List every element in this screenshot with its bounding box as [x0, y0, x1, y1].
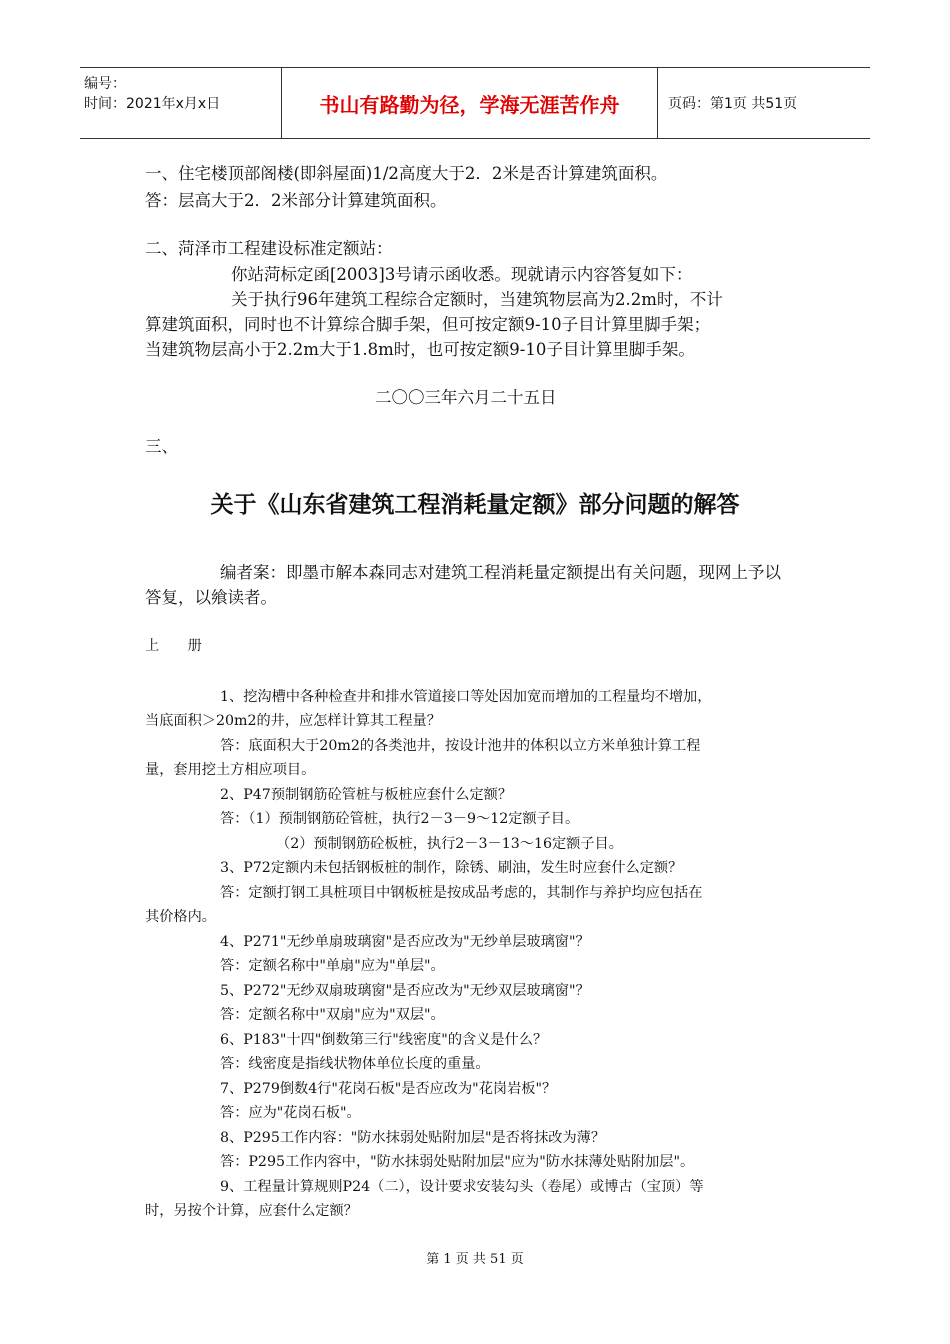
- qa-line: 答：定额名称中"双扇"应为"双层"。: [220, 1007, 445, 1023]
- header-meta: [80, 68, 282, 138]
- section2-para2-line1: 关于执行96年建筑工程综合定额时，当建筑物层高为2.2m时，不计: [231, 290, 723, 309]
- code-label: 编号：: [84, 76, 126, 92]
- page-footer: 第 1 页 共 51 页: [426, 1252, 524, 1267]
- qa-line: （2）预制钢筋砼板桩，执行2－3－13～16定额子目。: [276, 836, 623, 852]
- section2-para1: 你站菏标定函[2003]3号请示函收悉。现就请示内容答复如下：: [231, 265, 693, 284]
- qa-line: 4、P271"无纱单扇玻璃窗"是否应改为"无纱单层玻璃窗"？: [220, 934, 590, 950]
- qa-line: 量，套用挖土方相应项目。: [145, 762, 316, 778]
- qa-line: 其价格内。: [145, 909, 216, 925]
- qa-line: 时，另按个计算，应套什么定额？: [145, 1203, 358, 1219]
- section3-heading: 三、: [145, 437, 178, 456]
- qa-line: 3、P72定额内未包括钢板桩的制作，除锈、刷油，发生时应套什么定额？: [220, 860, 683, 876]
- qa-line: 答：底面积大于20m2的各类池井，按设计池井的体积以立方米单独计算工程: [220, 738, 701, 754]
- qa-line: 答：（1）预制钢筋砼管桩，执行2－3－9～12定额子目。: [220, 811, 580, 827]
- qa-line: 答：线密度是指线状物体单位长度的重量。: [220, 1056, 490, 1072]
- section2-para2-line2: 算建筑面积，同时也不计算综合脚手架，但可按定额9-10子目计算里脚手架；: [145, 315, 711, 334]
- section1-answer: 答：层高大于2．2米部分计算建筑面积。: [145, 191, 447, 210]
- qa-line: 答：应为"花岗石板"。: [220, 1105, 361, 1121]
- qa-line: 1、挖沟槽中各种检查井和排水管道接口等处因加宽而增加的工程量均不增加，: [220, 689, 712, 705]
- header-motto: 书山有路勤为径，学海无涯苦作舟: [282, 68, 658, 138]
- document-title: 关于《山东省建筑工程消耗量定额》部分问题的解答: [210, 492, 740, 518]
- editor-note-line2: 答复，以飨读者。: [145, 588, 277, 607]
- qa-line: 5、P272"无纱双扇玻璃窗"是否应改为"无纱双层玻璃窗"？: [220, 983, 590, 999]
- qa-line: 9、工程量计算规则P24（二），设计要求安装勾头（卷尾）或博古（宝顶）等: [220, 1179, 704, 1195]
- volume-label: 上 册: [145, 638, 202, 654]
- qa-line: 8、P295工作内容："防水抹弱处贴附加层"是否将抹改为薄？: [220, 1130, 606, 1146]
- editor-note-line1: 编者案：即墨市解本森同志对建筑工程消耗量定额提出有关问题，现网上予以: [220, 563, 781, 582]
- page-header: [80, 67, 870, 139]
- section2-para2-line3: 当建筑物层高小于2.2m大于1.8m时，也可按定额9-10子目计算里脚手架。: [145, 340, 695, 359]
- qa-line: 答：定额打钢工具桩项目中钢板桩是按成品考虑的，其制作与养护均应包括在: [220, 885, 703, 901]
- section2-heading: 二、菏泽市工程建设标准定额站：: [145, 239, 393, 258]
- qa-line: 答：定额名称中"单扇"应为"单层"。: [220, 958, 445, 974]
- qa-line: 当底面积＞20m2的井，应怎样计算其工程量？: [145, 713, 441, 729]
- date-label: 时间：2021年x月x日: [84, 96, 221, 112]
- header-page-info: 页码：第1页 共51页: [668, 96, 798, 112]
- section1-question: 一、住宅楼顶部阁楼(即斜屋面)1/2高度大于2．2米是否计算建筑面积。: [145, 164, 668, 183]
- qa-line: 答：P295工作内容中，"防水抹弱处贴附加层"应为"防水抹薄处贴附加层"。: [220, 1154, 695, 1170]
- section2-date: 二〇〇三年六月二十五日: [375, 388, 557, 407]
- qa-line: 7、P279倒数4行"花岗石板"是否应改为"花岗岩板"？: [220, 1081, 557, 1097]
- qa-line: 2、P47预制钢筋砼管桩与板桩应套什么定额？: [220, 787, 513, 803]
- qa-line: 6、P183"十四"倒数第三行"线密度"的含义是什么？: [220, 1032, 548, 1048]
